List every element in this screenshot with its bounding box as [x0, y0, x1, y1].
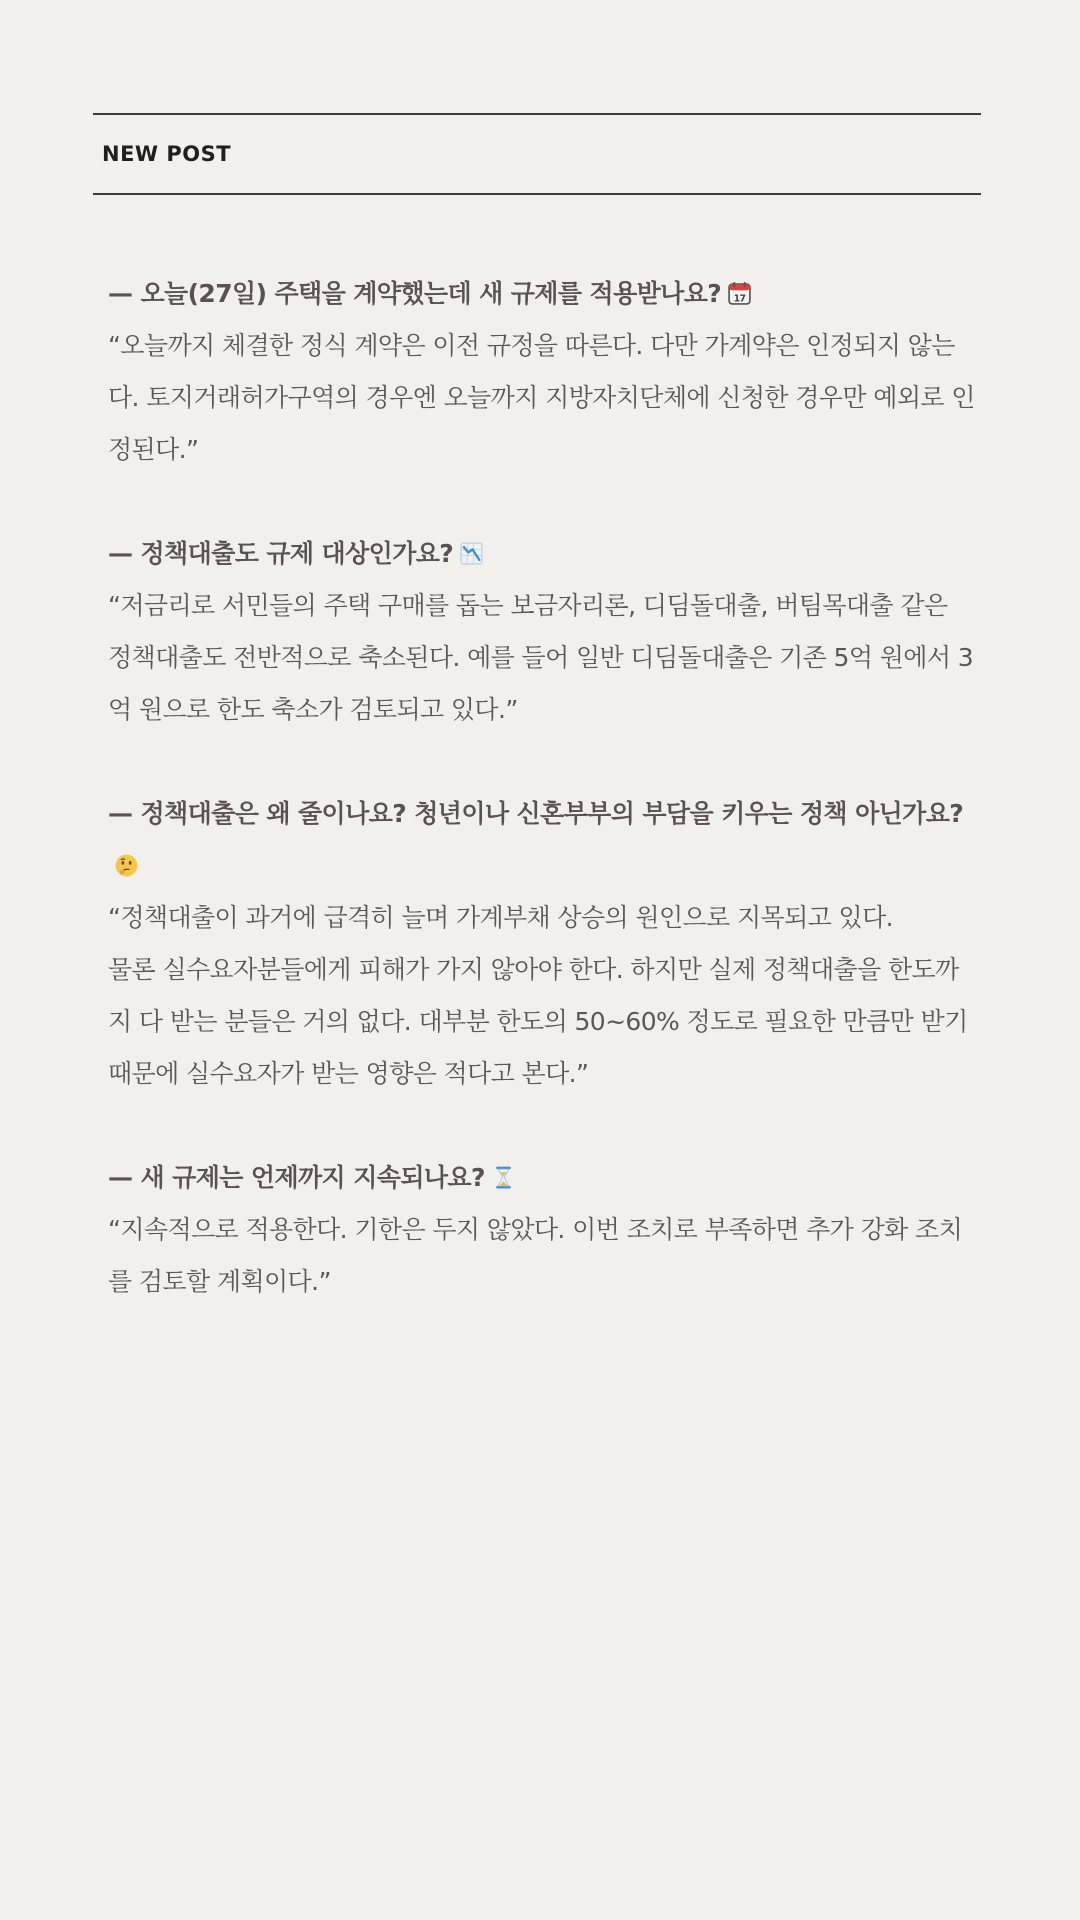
- question-heading: [108, 528, 976, 580]
- question-text: — 정책대출은 왜 줄이나요? 청년이나 신혼부부의 부담을 키우는 정책 아닌가요?: [108, 799, 964, 828]
- header-title: NEW POST: [102, 142, 232, 166]
- question-text: — 오늘(27일) 주택을 계약했는데 새 규제를 적용받나요?: [108, 279, 722, 308]
- answer-text: “오늘까지 체결한 정식 계약은 이전 규정을 따른다. 다만 가계약은 인정되지 않는다. 토지거래허가구역의 경우엔 오늘까지 지방자치단체에 신청한 경우만 예외로 인정된다.”: [108, 331, 975, 464]
- qa-item: [108, 1152, 976, 1308]
- thinking-face-icon: [114, 853, 139, 878]
- qa-item: [108, 788, 976, 1100]
- calendar-icon: [727, 281, 752, 306]
- svg-text:17: 17: [733, 293, 746, 305]
- question-heading: [108, 268, 976, 320]
- qa-item: [108, 528, 976, 736]
- question-heading: [108, 1152, 976, 1204]
- question-heading: [108, 788, 976, 892]
- answer-text: “저금리로 서민들의 주택 구매를 돕는 보금자리론, 디딤돌대출, 버팀목대출 같은 정책대출도 전반적으로 축소된다. 예를 들어 일반 디딤돌대출은 기존 5억 원에서 3억 원으로 한도 축소가 검토되고 있다.”: [108, 591, 974, 724]
- qa-item: [108, 268, 976, 476]
- post-header: [93, 113, 981, 195]
- post-content: [108, 268, 976, 1360]
- chart-decreasing-icon: [459, 541, 484, 566]
- question-text: — 정책대출도 규제 대상인가요?: [108, 539, 454, 568]
- answer-text: “지속적으로 적용한다. 기한은 두지 않았다. 이번 조치로 부족하면 추가 강화 조치를 검토할 계획이다.”: [108, 1215, 963, 1296]
- answer-text: “정책대출이 과거에 급격히 늘며 가계부채 상승의 원인으로 지목되고 있다. 물론 실수요자분들에게 피해가 가지 않아야 한다. 하지만 실제 정책대출을 한도까지 다 받는 분들은 거의 없다. 대부분 한도의 50~60% 정도로 필요한 만큼만 받기 때문에 실수요자가 받는 영향은 적다고 본다.”: [108, 903, 968, 1088]
- question-text: — 새 규제는 언제까지 지속되나요?: [108, 1163, 485, 1192]
- hourglass-icon: [491, 1165, 516, 1190]
